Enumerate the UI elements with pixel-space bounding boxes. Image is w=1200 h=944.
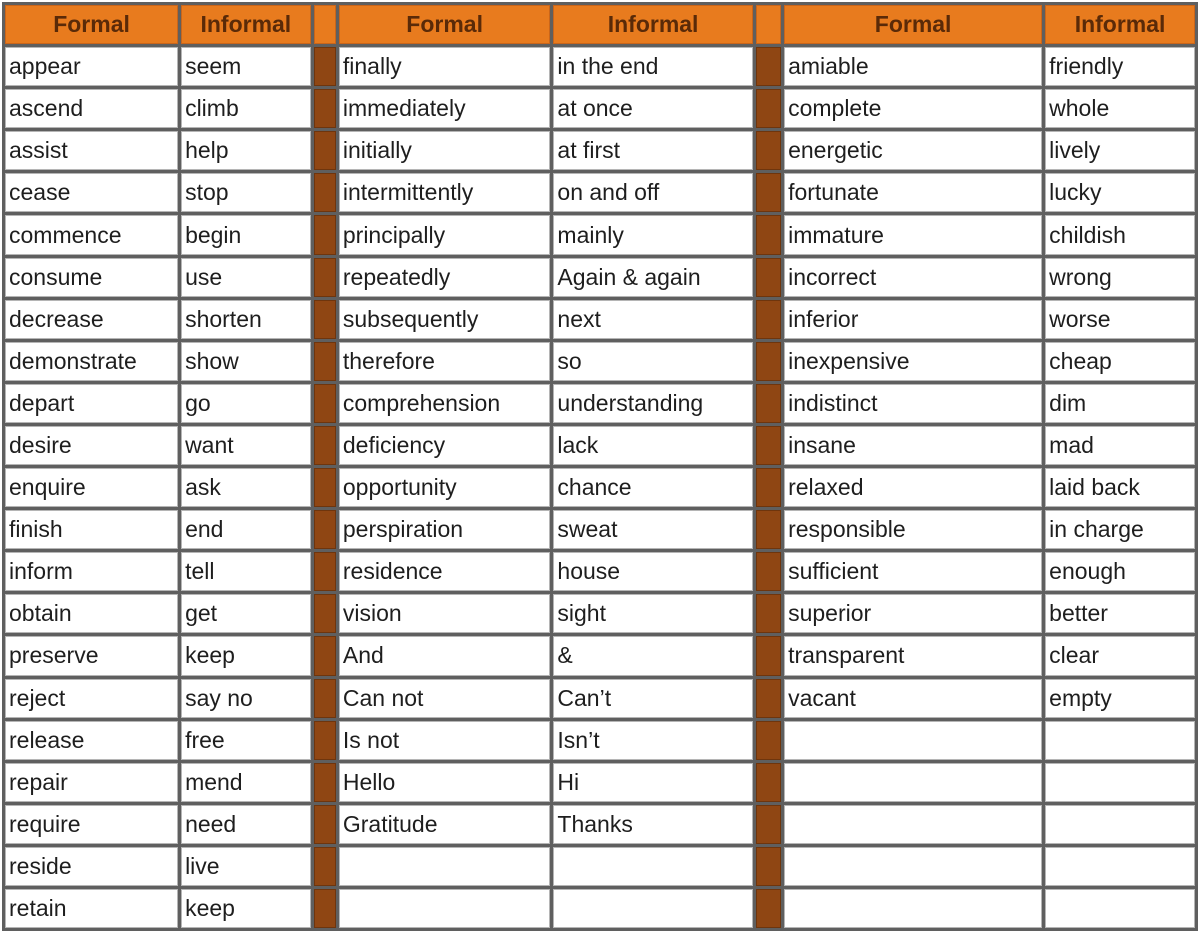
formal-word-3: incorrect — [784, 258, 1042, 297]
informal-word-2: at first — [553, 131, 752, 170]
column-separator — [756, 258, 781, 297]
table-row — [5, 300, 1195, 339]
column-separator — [756, 763, 781, 802]
informal-word-3: laid back — [1045, 468, 1195, 507]
informal-word-3: worse — [1045, 300, 1195, 339]
column-separator — [756, 552, 781, 591]
formal-word-3: complete — [784, 89, 1042, 128]
informal-word-2: Again & again — [553, 258, 752, 297]
table-row — [5, 763, 1195, 802]
table-row — [5, 468, 1195, 507]
column-separator — [314, 468, 336, 507]
formal-word-2: Gratitude — [339, 805, 551, 844]
informal-word-2: chance — [553, 468, 752, 507]
formal-word-3: relaxed — [784, 468, 1042, 507]
header-formal-1: Formal — [5, 5, 178, 44]
column-separator — [314, 5, 336, 44]
formal-word-2: initially — [339, 131, 551, 170]
formal-word-3: vacant — [784, 679, 1042, 718]
formal-word-3 — [784, 763, 1042, 802]
column-separator — [314, 552, 336, 591]
informal-word-3: wrong — [1045, 258, 1195, 297]
header-formal-2: Formal — [339, 5, 551, 44]
column-separator — [314, 89, 336, 128]
informal-word-2: at once — [553, 89, 752, 128]
informal-word-2: house — [553, 552, 752, 591]
table-row — [5, 552, 1195, 591]
informal-word-1: begin — [181, 215, 311, 254]
informal-word-1: mend — [181, 763, 311, 802]
header-informal-3: Informal — [1045, 5, 1195, 44]
informal-word-3: cheap — [1045, 342, 1195, 381]
informal-word-1: want — [181, 426, 311, 465]
column-separator — [756, 342, 781, 381]
informal-word-3 — [1045, 721, 1195, 760]
formal-word-3: inexpensive — [784, 342, 1042, 381]
table-row — [5, 258, 1195, 297]
informal-word-1: end — [181, 510, 311, 549]
informal-word-3: mad — [1045, 426, 1195, 465]
formal-word-2: immediately — [339, 89, 551, 128]
column-separator — [314, 721, 336, 760]
informal-word-1: show — [181, 342, 311, 381]
header-informal-1: Informal — [181, 5, 311, 44]
formal-word-3: superior — [784, 594, 1042, 633]
table-row — [5, 47, 1195, 86]
table-row — [5, 510, 1195, 549]
formal-word-1: reside — [5, 847, 178, 886]
informal-word-1: go — [181, 384, 311, 423]
table-row — [5, 384, 1195, 423]
formal-word-1: cease — [5, 173, 178, 212]
table-row — [5, 131, 1195, 170]
column-separator — [314, 510, 336, 549]
formal-word-2: finally — [339, 47, 551, 86]
formal-word-2: residence — [339, 552, 551, 591]
informal-word-3: dim — [1045, 384, 1195, 423]
column-separator — [756, 5, 781, 44]
formal-word-2 — [339, 847, 551, 886]
column-separator — [314, 131, 336, 170]
formal-word-2: comprehension — [339, 384, 551, 423]
informal-word-1: free — [181, 721, 311, 760]
formal-word-3: amiable — [784, 47, 1042, 86]
formal-word-1: enquire — [5, 468, 178, 507]
column-separator — [756, 847, 781, 886]
informal-word-2: mainly — [553, 215, 752, 254]
column-separator — [756, 215, 781, 254]
formal-word-2: deficiency — [339, 426, 551, 465]
column-separator — [756, 47, 781, 86]
informal-word-3: clear — [1045, 636, 1195, 675]
column-separator — [314, 258, 336, 297]
column-separator — [756, 426, 781, 465]
informal-word-3: lively — [1045, 131, 1195, 170]
informal-word-3: enough — [1045, 552, 1195, 591]
formal-word-2: therefore — [339, 342, 551, 381]
informal-word-2: & — [553, 636, 752, 675]
formal-word-2: principally — [339, 215, 551, 254]
table-row — [5, 426, 1195, 465]
informal-word-1: help — [181, 131, 311, 170]
formal-word-1: repair — [5, 763, 178, 802]
informal-word-1: say no — [181, 679, 311, 718]
header-formal-3: Formal — [784, 5, 1042, 44]
informal-word-1: seem — [181, 47, 311, 86]
informal-word-2: understanding — [553, 384, 752, 423]
informal-word-3: better — [1045, 594, 1195, 633]
informal-word-1: climb — [181, 89, 311, 128]
formal-word-3: immature — [784, 215, 1042, 254]
formal-word-1: ascend — [5, 89, 178, 128]
table-row — [5, 847, 1195, 886]
formal-word-1: depart — [5, 384, 178, 423]
formal-word-3: insane — [784, 426, 1042, 465]
formal-word-3 — [784, 721, 1042, 760]
informal-word-3: in charge — [1045, 510, 1195, 549]
informal-word-2: Thanks — [553, 805, 752, 844]
table-row — [5, 679, 1195, 718]
table-row — [5, 173, 1195, 212]
informal-word-1: live — [181, 847, 311, 886]
column-separator — [314, 300, 336, 339]
column-separator — [314, 636, 336, 675]
formal-word-2: vision — [339, 594, 551, 633]
column-separator — [314, 342, 336, 381]
column-separator — [756, 300, 781, 339]
formal-word-2: opportunity — [339, 468, 551, 507]
formal-word-2: repeatedly — [339, 258, 551, 297]
table-row — [5, 594, 1195, 633]
column-separator — [756, 636, 781, 675]
column-separator — [314, 426, 336, 465]
informal-word-2 — [553, 889, 752, 928]
informal-word-2: next — [553, 300, 752, 339]
formal-word-1: release — [5, 721, 178, 760]
formal-word-1: desire — [5, 426, 178, 465]
formal-word-3 — [784, 889, 1042, 928]
informal-word-2: Hi — [553, 763, 752, 802]
formal-word-1: inform — [5, 552, 178, 591]
informal-word-2: Can’t — [553, 679, 752, 718]
column-separator — [756, 510, 781, 549]
formal-word-1: decrease — [5, 300, 178, 339]
informal-word-2: Isn’t — [553, 721, 752, 760]
informal-word-2: sight — [553, 594, 752, 633]
column-separator — [756, 468, 781, 507]
formal-word-2: subsequently — [339, 300, 551, 339]
formal-word-1: obtain — [5, 594, 178, 633]
informal-word-1: ask — [181, 468, 311, 507]
column-separator — [756, 805, 781, 844]
formal-word-2: Is not — [339, 721, 551, 760]
column-separator — [756, 131, 781, 170]
informal-word-3 — [1045, 847, 1195, 886]
header-row — [5, 5, 1195, 44]
formal-word-1: reject — [5, 679, 178, 718]
column-separator — [314, 384, 336, 423]
formal-word-1: finish — [5, 510, 178, 549]
formal-word-3: transparent — [784, 636, 1042, 675]
column-separator — [756, 679, 781, 718]
informal-word-3 — [1045, 805, 1195, 844]
informal-word-1: need — [181, 805, 311, 844]
table-row — [5, 889, 1195, 928]
formal-word-3: inferior — [784, 300, 1042, 339]
formal-word-1: appear — [5, 47, 178, 86]
formal-word-3: indistinct — [784, 384, 1042, 423]
column-separator — [756, 89, 781, 128]
table-row — [5, 215, 1195, 254]
column-separator — [314, 889, 336, 928]
formal-word-2 — [339, 889, 551, 928]
informal-word-3: lucky — [1045, 173, 1195, 212]
column-separator — [756, 721, 781, 760]
column-separator — [314, 805, 336, 844]
column-separator — [314, 679, 336, 718]
formal-word-3 — [784, 847, 1042, 886]
informal-word-2: on and off — [553, 173, 752, 212]
table-row — [5, 89, 1195, 128]
column-separator — [314, 173, 336, 212]
informal-word-1: get — [181, 594, 311, 633]
informal-word-3: friendly — [1045, 47, 1195, 86]
table-row — [5, 636, 1195, 675]
column-separator — [314, 215, 336, 254]
informal-word-2: so — [553, 342, 752, 381]
formal-word-1: assist — [5, 131, 178, 170]
column-separator — [314, 47, 336, 86]
formal-word-2: perspiration — [339, 510, 551, 549]
formal-word-1: commence — [5, 215, 178, 254]
formal-informal-table — [2, 2, 1198, 931]
formal-word-2: And — [339, 636, 551, 675]
informal-word-3: childish — [1045, 215, 1195, 254]
informal-word-1: shorten — [181, 300, 311, 339]
informal-word-2 — [553, 847, 752, 886]
table-row — [5, 342, 1195, 381]
formal-word-1: demonstrate — [5, 342, 178, 381]
informal-word-1: stop — [181, 173, 311, 212]
formal-word-3: energetic — [784, 131, 1042, 170]
formal-word-2: intermittently — [339, 173, 551, 212]
column-separator — [756, 384, 781, 423]
formal-word-3: fortunate — [784, 173, 1042, 212]
informal-word-2: lack — [553, 426, 752, 465]
informal-word-3: empty — [1045, 679, 1195, 718]
formal-word-2: Hello — [339, 763, 551, 802]
formal-word-3: responsible — [784, 510, 1042, 549]
informal-word-3: whole — [1045, 89, 1195, 128]
column-separator — [756, 173, 781, 212]
column-separator — [756, 594, 781, 633]
table-row — [5, 721, 1195, 760]
informal-word-1: tell — [181, 552, 311, 591]
table-row — [5, 805, 1195, 844]
informal-word-1: keep — [181, 889, 311, 928]
column-separator — [314, 594, 336, 633]
formal-word-2: Can not — [339, 679, 551, 718]
column-separator — [756, 889, 781, 928]
informal-word-3 — [1045, 889, 1195, 928]
formal-word-1: retain — [5, 889, 178, 928]
formal-word-3 — [784, 805, 1042, 844]
informal-word-1: keep — [181, 636, 311, 675]
header-informal-2: Informal — [553, 5, 752, 44]
formal-word-1: consume — [5, 258, 178, 297]
formal-word-1: require — [5, 805, 178, 844]
column-separator — [314, 763, 336, 802]
formal-word-1: preserve — [5, 636, 178, 675]
column-separator — [314, 847, 336, 886]
formal-word-3: sufficient — [784, 552, 1042, 591]
informal-word-1: use — [181, 258, 311, 297]
informal-word-2: in the end — [553, 47, 752, 86]
informal-word-3 — [1045, 763, 1195, 802]
informal-word-2: sweat — [553, 510, 752, 549]
